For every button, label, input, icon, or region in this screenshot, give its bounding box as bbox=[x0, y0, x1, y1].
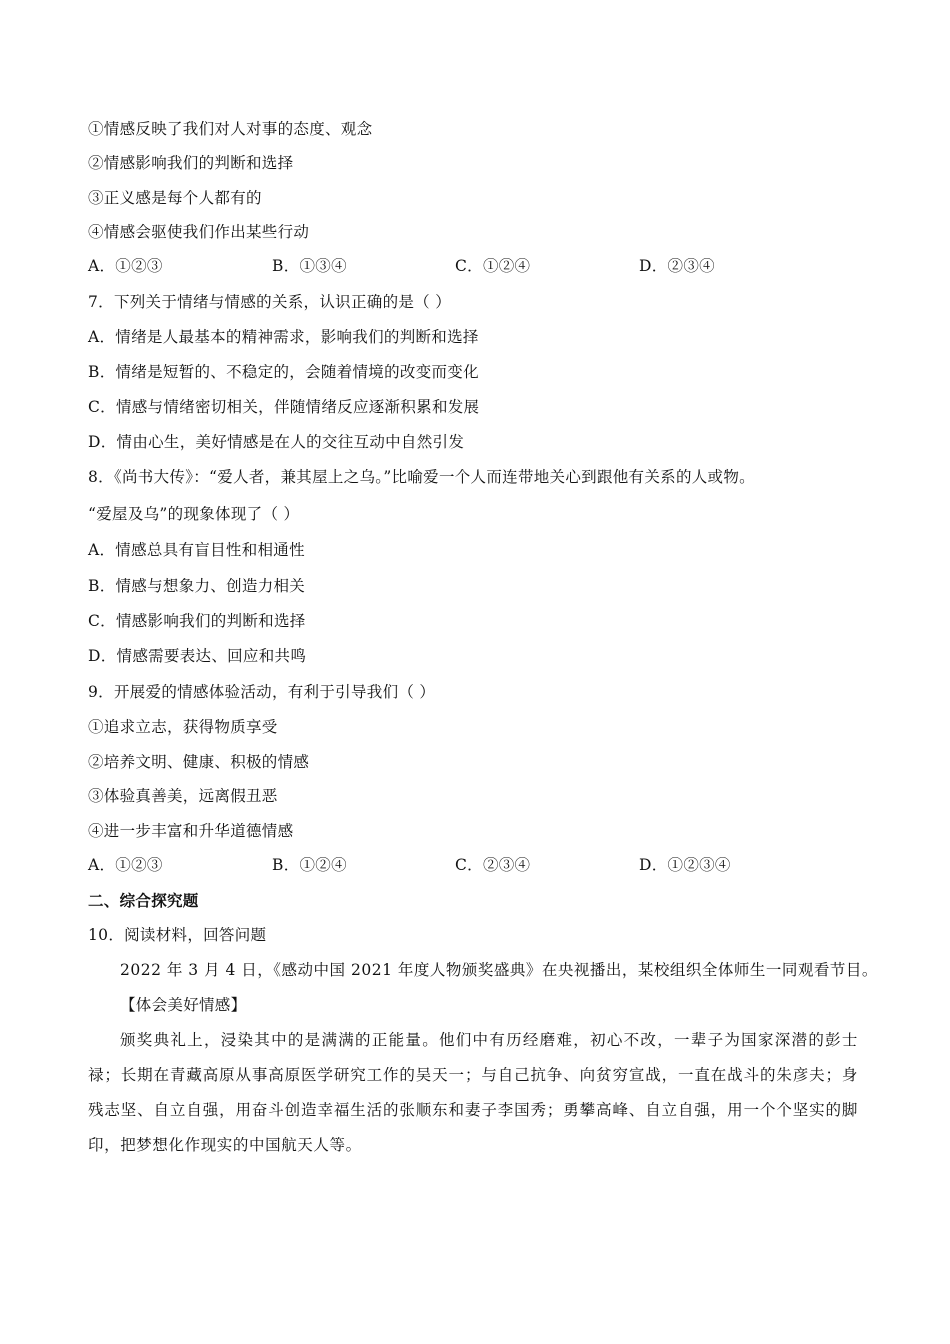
q9-stem: 9．开展爱的情感体验活动，有利于引导我们（ ） bbox=[88, 683, 436, 701]
q6-option-b: B．①③④ bbox=[272, 257, 347, 275]
q8-stem-line1: 8．《尚书大传》：“爱人者，兼其屋上之乌。”比喻爱一个人而连带地关心到跟他有关系的人或物。 bbox=[88, 468, 755, 486]
q6-statement-1: ①情感反映了我们对人对事的态度、观念 bbox=[88, 120, 373, 138]
q6-option-c: C．①②④ bbox=[455, 257, 531, 275]
q6-option-d: D．②③④ bbox=[639, 257, 715, 275]
q8-stem-line2: “爱屋及乌”的现象体现了（ ） bbox=[88, 505, 300, 523]
q8-option-d: D．情感需要表达、回应和共鸣 bbox=[88, 647, 307, 665]
q6-statement-2: ②情感影响我们的判断和选择 bbox=[88, 154, 294, 172]
q6-statement-3: ③正义感是每个人都有的 bbox=[88, 189, 262, 207]
q8-option-a: A．情感总具有盲目性和相通性 bbox=[88, 541, 305, 559]
q7-option-b: B．情绪是短暂的、不稳定的，会随着情境的改变而变化 bbox=[88, 363, 479, 381]
q8-option-b: B．情感与想象力、创造力相关 bbox=[88, 577, 306, 595]
q6-statement-4: ④情感会驱使我们作出某些行动 bbox=[88, 223, 310, 241]
q10-intro: 2022 年 3 月 4 日，《感动中国 2021 年度人物颁奖盛典》在央视播出，某校组织全体师生一同观看节目。 bbox=[120, 961, 878, 979]
q9-option-a: A．①②③ bbox=[88, 856, 163, 874]
q7-option-a: A．情绪是人最基本的精神需求，影响我们的判断和选择 bbox=[88, 328, 479, 346]
q9-statement-3: ③体验真善美，远离假丑恶 bbox=[88, 787, 278, 805]
q9-option-d: D．①②③④ bbox=[639, 856, 731, 874]
q10-subheading: 【体会美好情感】 bbox=[120, 996, 247, 1014]
q7-stem: 7．下列关于情绪与情感的关系，认识正确的是（ ） bbox=[88, 293, 451, 311]
q9-option-b: B．①②④ bbox=[272, 856, 347, 874]
q6-option-a: A．①②③ bbox=[88, 257, 163, 275]
q9-statement-4: ④进一步丰富和升华道德情感 bbox=[88, 822, 294, 840]
section-title: 二、综合探究题 bbox=[88, 892, 199, 910]
q9-option-c: C．②③④ bbox=[455, 856, 531, 874]
q10-paragraph: 颁奖典礼上，浸染其中的是满满的正能量。他们中有历经磨难，初心不改，一辈子为国家深潜的彭士禄；长期在青藏高原从事高原医学研究工作的吴天一；与自己抗争、向贫穷宣战，一直在战斗的朱彦夫；身残志坚、自立自强，用奋斗创造幸福生活的张顺东和妻子李国秀；勇攀高峰、自立自强，用一个个坚实的脚印，把梦想化作现实的中国航天人等。 bbox=[88, 1031, 858, 1154]
q7-option-d: D．情由心生，美好情感是在人的交往互动中自然引发 bbox=[88, 433, 465, 451]
q10-stem: 10．阅读材料，回答问题 bbox=[88, 926, 267, 944]
q9-statement-1: ①追求立志，获得物质享受 bbox=[88, 718, 278, 736]
q9-statement-2: ②培养文明、健康、积极的情感 bbox=[88, 753, 310, 771]
q8-option-c: C．情感影响我们的判断和选择 bbox=[88, 612, 306, 630]
q7-option-c: C．情感与情绪密切相关，伴随情绪反应逐渐积累和发展 bbox=[88, 398, 480, 416]
